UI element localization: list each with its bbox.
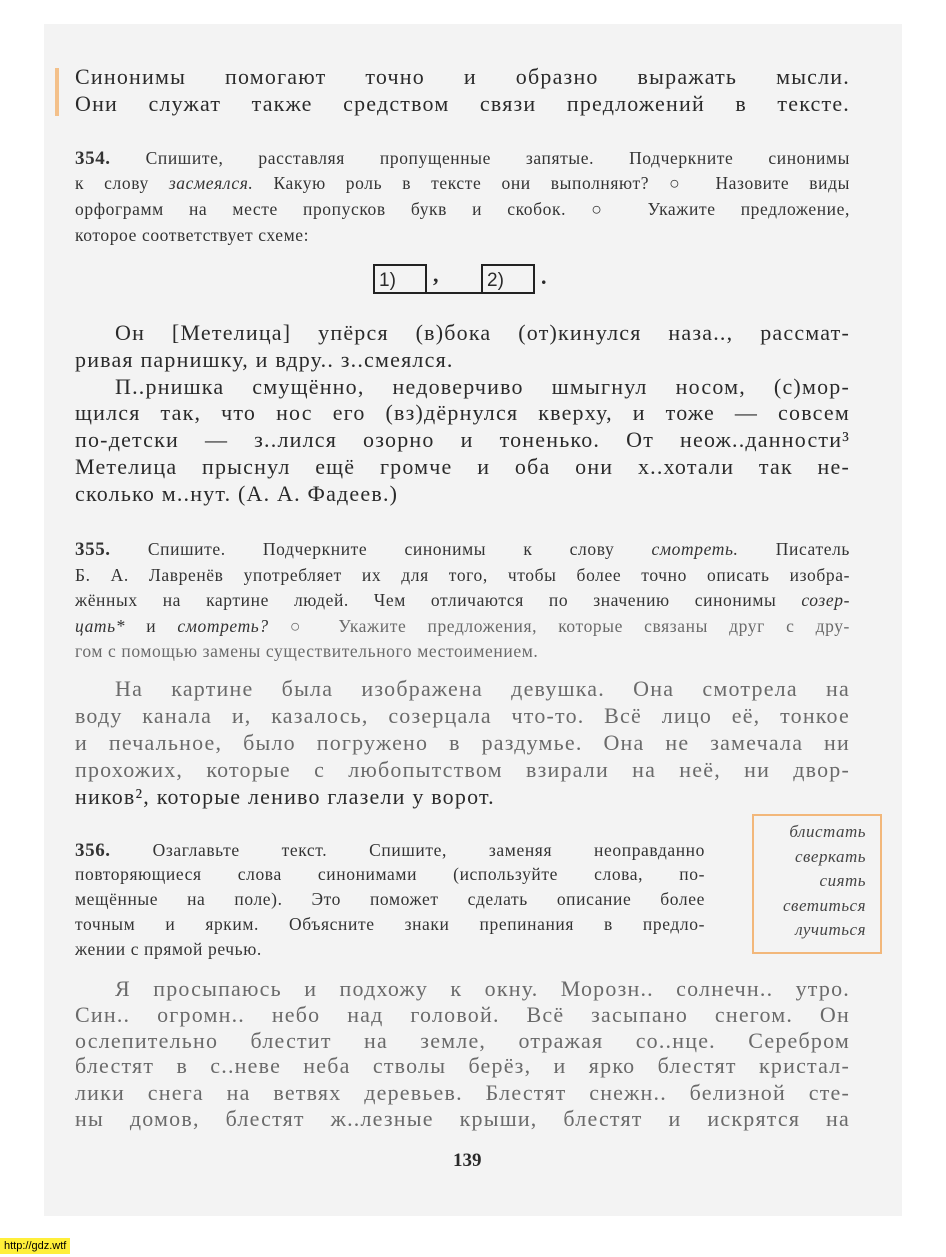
synonym-word: лучиться	[795, 920, 866, 939]
task-text: Спишите, расставляя пропущенные запятые. Подчеркните синонимы	[145, 148, 850, 168]
task-line: повторяющиеся слова синонимами (используйте слова, по-	[75, 864, 705, 884]
task-line: Б. А. Лавренёв употребляет их для того, чтобы более точно описать изобра-	[75, 565, 850, 585]
text-line: сколько м..нут. (А. А. Фадеев.)	[75, 481, 399, 506]
scheme-connector	[427, 292, 481, 294]
task-text: жённых на картине людей. Чем отличаются по значению синонимы	[75, 590, 802, 610]
task-italic-word: цать*	[75, 616, 126, 636]
text-line: Метелица прыснул ещё громче и оба они х..хотали так не-	[75, 454, 850, 479]
text-line: Син.. огромн.. небо над головой. Всё засыпано снегом. Он	[75, 1002, 850, 1027]
exercise-number: 355.	[75, 539, 111, 560]
exercise-number: 354.	[75, 148, 111, 169]
synonyms-margin-box	[752, 814, 882, 954]
scheme-box-2: 2)	[481, 264, 535, 294]
text-line: лики снега на ветвях деревьев. Блестят снежн.. белизной сте-	[75, 1080, 850, 1105]
text-line: прохожих, которые с любопытством взирали на неё, ни двор-	[75, 757, 850, 782]
text-line: Он [Метелица] упёрся (в)бока (от)кинулся наза.., рассмат-	[115, 320, 850, 345]
synonym-word: сиять	[819, 871, 866, 890]
text-line: воду канала и, казалось, созерцала что-то. Всё лицо её, тонкое	[75, 703, 850, 728]
task-text: к слову	[75, 173, 169, 193]
task-text: ○ Укажите предложения, которые связаны друг с дру-	[268, 616, 850, 636]
scheme-period: .	[541, 264, 547, 289]
task-italic-word: засмеялся.	[168, 173, 254, 193]
text-line: ривая парнишку, и вдру.. з..смеялся.	[75, 347, 454, 372]
text-line: и печальное, было погружено в раздумье. Она не замечала ни	[75, 730, 850, 755]
synonym-word: сверкать	[794, 846, 866, 866]
rule-line: Они служат также средством связи предложений в тексте.	[75, 91, 850, 116]
exercise-355-task	[75, 537, 850, 562]
text-line: по-детски — з..лился озорно и тоненько. От неож..данности³	[75, 427, 850, 452]
exercise-number: 356.	[75, 840, 111, 861]
text-line: ны домов, блестят ж..лезные крыши, блестят и искрятся на	[75, 1106, 850, 1131]
synonym-word: блистать	[789, 822, 866, 841]
task-line: мещённые на поле). Это поможет сделать описание более	[75, 889, 705, 909]
scheme-box-1: 1)	[373, 264, 427, 294]
exercise-356-task	[75, 838, 705, 863]
task-line	[75, 614, 850, 638]
task-text: Озаглавьте текст. Спишите, заменяя неоправданно	[152, 840, 705, 860]
text-line: блестят в с..неве неба стволы берёз, и ярко блестят кристал-	[75, 1053, 850, 1078]
task-line	[75, 171, 850, 195]
text-line: щился так, что нос его (вз)дёрнулся кверху, и тоже — совсем	[75, 400, 850, 425]
task-italic-word: смотреть?	[177, 616, 269, 636]
text-line: ников², которые лениво глазели у ворот.	[75, 784, 495, 809]
task-line: жении с прямой речью.	[75, 939, 262, 959]
scheme-comma: ,	[433, 262, 439, 287]
task-line: гом с помощью замены существительного местоимением.	[75, 641, 539, 661]
exercise-354-task	[75, 146, 850, 171]
task-text: Писатель	[738, 539, 850, 559]
task-italic-word: созер-	[801, 590, 850, 610]
page-number: 139	[453, 1150, 482, 1171]
source-link[interactable]: http://gdz.wtf	[0, 1238, 70, 1254]
text-line: На картине была изображена девушка. Она смотрела на	[115, 676, 850, 701]
task-line: которое соответствует схеме:	[75, 225, 310, 245]
text-line: П..рнишка смущённо, недоверчиво шмыгнул носом, (с)мор-	[115, 374, 850, 399]
text-line: ослепительно блестит на земле, отражая со..нце. Серебром	[75, 1028, 850, 1053]
task-text: Спишите. Подчеркните синонимы к слову	[147, 539, 652, 559]
task-line: орфограмм на месте пропусков букв и скобок. ○ Укажите предложение,	[75, 199, 850, 219]
task-italic-word: смотреть.	[651, 539, 739, 559]
task-line: точным и ярким. Объясните знаки препинания в предло-	[75, 914, 705, 934]
rule-line: Синонимы помогают точно и образно выражать мысли.	[75, 64, 850, 89]
rule-highlight-bar	[55, 68, 59, 116]
synonym-word: светиться	[783, 895, 866, 915]
task-text: и	[125, 616, 178, 636]
task-text: Какую роль в тексте они выполняют? ○ Назовите виды	[253, 173, 850, 193]
task-line	[75, 588, 850, 612]
text-line: Я просыпаюсь и подхожу к окну. Морозн.. солнечн.. утро.	[115, 976, 850, 1001]
